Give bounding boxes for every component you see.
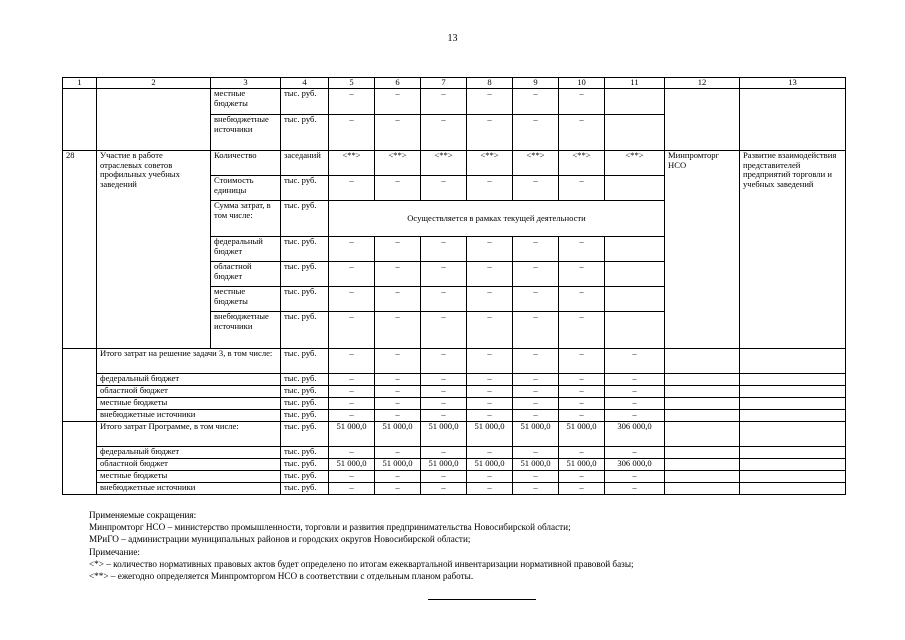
dash-cell: –	[375, 287, 421, 312]
value-cell: 51 000,0	[559, 422, 605, 447]
dash-cell: –	[421, 483, 467, 495]
empty-cell	[665, 386, 740, 398]
executor-cell: Минпромторг НСО	[665, 151, 740, 349]
note-line: Примечание:	[89, 546, 140, 557]
dash-cell: –	[513, 386, 559, 398]
dash-cell: –	[467, 398, 513, 410]
merged-note: Осуществляется в рамках текущей деятельности	[329, 201, 665, 237]
dash-cell: –	[375, 262, 421, 287]
empty-cell	[665, 410, 740, 422]
source-label: внебюджетные источники	[211, 115, 281, 151]
table-row	[63, 78, 846, 89]
empty-cell	[740, 374, 846, 386]
empty-cell	[740, 483, 846, 495]
dash-cell: –	[467, 115, 513, 151]
total-label: Итого затрат на решение задачи 3, в том числе:	[97, 349, 281, 374]
dash-cell: –	[375, 89, 421, 115]
value-cell: 51 000,0	[375, 422, 421, 447]
dash-cell: –	[605, 483, 665, 495]
header-cell: 12	[665, 78, 740, 89]
unit-cell: тыс. руб.	[281, 312, 329, 349]
dash-cell: –	[421, 176, 467, 201]
value-cell: <**>	[421, 151, 467, 176]
empty-cell	[740, 398, 846, 410]
source-label: местные бюджеты	[97, 471, 281, 483]
empty-cell	[63, 89, 97, 151]
dash-cell: –	[421, 262, 467, 287]
dash-cell: –	[421, 374, 467, 386]
empty-cell	[740, 471, 846, 483]
table-row	[63, 386, 846, 398]
header-cell: 13	[740, 78, 846, 89]
dash-cell: –	[467, 89, 513, 115]
dash-cell: –	[467, 312, 513, 349]
dash-cell: –	[375, 374, 421, 386]
value-cell: 306 000,0	[605, 422, 665, 447]
dash-cell: –	[329, 398, 375, 410]
item-name: Участие в работе отраслевых советов профильных учебных заведений	[97, 151, 211, 349]
dash-cell: –	[329, 89, 375, 115]
source-label: местные бюджеты	[211, 287, 281, 312]
unit-cell: заседаний	[281, 151, 329, 176]
unit-cell: тыс. руб.	[281, 410, 329, 422]
empty-cell	[740, 447, 846, 459]
dash-cell: –	[513, 483, 559, 495]
note-line: МРиГО – администрации муниципальных районов и городских округов Новосибирской области;	[89, 534, 471, 545]
note-line: <*> – количество нормативных правовых актов будет определено по итогам ежеквартальной инвентаризации нормативной правовой базы;	[89, 558, 634, 569]
source-label: областной бюджет	[97, 459, 281, 471]
unit-cell: тыс. руб.	[281, 262, 329, 287]
header-cell: 11	[605, 78, 665, 89]
empty-cell	[740, 386, 846, 398]
dash-cell: –	[421, 410, 467, 422]
value-cell: 51 000,0	[559, 459, 605, 471]
dash-cell: –	[375, 398, 421, 410]
header-cell: 5	[329, 78, 375, 89]
unit-cell: тыс. руб.	[281, 386, 329, 398]
dash-cell: –	[421, 398, 467, 410]
dash-cell: –	[467, 374, 513, 386]
dash-cell: –	[559, 471, 605, 483]
value-cell: <**>	[559, 151, 605, 176]
table-row	[63, 422, 846, 447]
dash-cell: –	[513, 471, 559, 483]
dash-cell: –	[605, 410, 665, 422]
dash-cell: –	[329, 471, 375, 483]
dash-cell: –	[605, 374, 665, 386]
header-cell: 4	[281, 78, 329, 89]
dash-cell: –	[467, 447, 513, 459]
dash-cell: –	[375, 471, 421, 483]
empty-cell	[665, 471, 740, 483]
dash-cell: –	[559, 483, 605, 495]
source-label: местные бюджеты	[211, 89, 281, 115]
total-label: Итого затрат Программе, в том числе:	[97, 422, 281, 447]
table-row	[63, 398, 846, 410]
empty-cell	[605, 115, 665, 151]
dash-cell: –	[421, 115, 467, 151]
table-row	[63, 410, 846, 422]
dash-cell: –	[421, 287, 467, 312]
dash-cell: –	[421, 312, 467, 349]
empty-cell	[665, 483, 740, 495]
value-cell: 51 000,0	[375, 459, 421, 471]
unit-cell: тыс. руб.	[281, 398, 329, 410]
dash-cell: –	[329, 386, 375, 398]
dash-cell: –	[467, 410, 513, 422]
empty-cell	[63, 349, 97, 422]
empty-cell	[605, 312, 665, 349]
dash-cell: –	[329, 410, 375, 422]
empty-cell	[97, 89, 211, 151]
dash-cell: –	[513, 447, 559, 459]
dash-cell: –	[421, 89, 467, 115]
note-line: Минпромторг НСО – министерство промышленности, торговли и развития предпринимательства Новосибирской области;	[89, 522, 571, 533]
dash-cell: –	[421, 237, 467, 262]
dash-cell: –	[559, 374, 605, 386]
source-label: Стоимость единицы	[211, 176, 281, 201]
table-row	[63, 374, 846, 386]
source-label: Сумма затрат, в том числе:	[211, 201, 281, 237]
dash-cell: –	[559, 176, 605, 201]
source-label: местные бюджеты	[97, 398, 281, 410]
dash-cell: –	[329, 115, 375, 151]
value-cell: <**>	[513, 151, 559, 176]
empty-cell	[740, 422, 846, 447]
dash-cell: –	[375, 483, 421, 495]
table-row	[63, 151, 846, 176]
source-label: Количество	[211, 151, 281, 176]
dash-cell: –	[513, 374, 559, 386]
value-cell: <**>	[329, 151, 375, 176]
dash-cell: –	[329, 312, 375, 349]
dash-cell: –	[513, 287, 559, 312]
empty-cell	[665, 422, 740, 447]
value-cell: <**>	[605, 151, 665, 176]
empty-cell	[605, 237, 665, 262]
dash-cell: –	[513, 89, 559, 115]
table-row	[63, 447, 846, 459]
dash-cell: –	[559, 386, 605, 398]
dash-cell: –	[329, 483, 375, 495]
source-label: внебюджетные источники	[97, 410, 281, 422]
dash-cell: –	[329, 262, 375, 287]
header-cell: 10	[559, 78, 605, 89]
dash-cell: –	[421, 386, 467, 398]
value-cell: 51 000,0	[513, 459, 559, 471]
source-label: федеральный бюджет	[97, 447, 281, 459]
table-row	[63, 349, 846, 374]
dash-cell: –	[375, 386, 421, 398]
page-number: 13	[447, 33, 458, 44]
header-cell: 8	[467, 78, 513, 89]
empty-cell	[665, 459, 740, 471]
empty-cell	[740, 349, 846, 374]
table-row	[63, 483, 846, 495]
dash-cell: –	[329, 349, 375, 374]
unit-cell: тыс. руб.	[281, 115, 329, 151]
end-rule	[428, 599, 536, 600]
source-label: внебюджетные источники	[211, 312, 281, 349]
unit-cell: тыс. руб.	[281, 287, 329, 312]
header-cell: 7	[421, 78, 467, 89]
header-cell: 9	[513, 78, 559, 89]
unit-cell: тыс. руб.	[281, 201, 329, 237]
unit-cell: тыс. руб.	[281, 89, 329, 115]
program-table	[62, 77, 846, 495]
unit-cell: тыс. руб.	[281, 349, 329, 374]
source-label: федеральный бюджет	[211, 237, 281, 262]
value-cell: <**>	[375, 151, 421, 176]
header-cell: 1	[63, 78, 97, 89]
table-row	[63, 471, 846, 483]
note-line: Применяемые сокращения:	[89, 510, 197, 520]
dash-cell: –	[559, 287, 605, 312]
value-cell: 51 000,0	[329, 459, 375, 471]
dash-cell: –	[605, 349, 665, 374]
value-cell: 51 000,0	[421, 459, 467, 471]
value-cell: 51 000,0	[329, 422, 375, 447]
unit-cell: тыс. руб.	[281, 422, 329, 447]
dash-cell: –	[421, 447, 467, 459]
source-label: внебюджетные источники	[97, 483, 281, 495]
table-row	[63, 459, 846, 471]
value-cell: 51 000,0	[467, 422, 513, 447]
unit-cell: тыс. руб.	[281, 374, 329, 386]
dash-cell: –	[559, 312, 605, 349]
dash-cell: –	[605, 471, 665, 483]
dash-cell: –	[559, 89, 605, 115]
dash-cell: –	[375, 237, 421, 262]
dash-cell: –	[375, 349, 421, 374]
note-line: <**> – ежегодно определяется Минпромторгом НСО в соответствии с отдельным планом работы.	[89, 571, 474, 582]
header-cell: 3	[211, 78, 281, 89]
result-cell: Развитие взаимодействия представителей предприятий торговли и учебных заведений	[740, 151, 846, 349]
dash-cell: –	[513, 398, 559, 410]
empty-cell	[605, 176, 665, 201]
dash-cell: –	[467, 349, 513, 374]
value-cell: 306 000,0	[605, 459, 665, 471]
unit-cell: тыс. руб.	[281, 471, 329, 483]
dash-cell: –	[559, 398, 605, 410]
table-row	[63, 89, 846, 115]
dash-cell: –	[467, 176, 513, 201]
value-cell: 51 000,0	[421, 422, 467, 447]
dash-cell: –	[605, 447, 665, 459]
empty-cell	[605, 262, 665, 287]
unit-cell: тыс. руб.	[281, 237, 329, 262]
dash-cell: –	[329, 287, 375, 312]
dash-cell: –	[467, 483, 513, 495]
empty-cell	[665, 349, 740, 374]
dash-cell: –	[375, 410, 421, 422]
empty-cell	[740, 89, 846, 151]
dash-cell: –	[513, 115, 559, 151]
source-label: областной бюджет	[211, 262, 281, 287]
unit-cell: тыс. руб.	[281, 447, 329, 459]
empty-cell	[605, 287, 665, 312]
value-cell: 51 000,0	[467, 459, 513, 471]
dash-cell: –	[421, 471, 467, 483]
source-label: федеральный бюджет	[97, 374, 281, 386]
empty-cell	[605, 89, 665, 115]
dash-cell: –	[421, 349, 467, 374]
dash-cell: –	[605, 386, 665, 398]
source-label: областной бюджет	[97, 386, 281, 398]
dash-cell: –	[605, 398, 665, 410]
dash-cell: –	[467, 237, 513, 262]
dash-cell: –	[559, 447, 605, 459]
empty-cell	[665, 398, 740, 410]
dash-cell: –	[559, 262, 605, 287]
dash-cell: –	[467, 471, 513, 483]
dash-cell: –	[513, 349, 559, 374]
dash-cell: –	[559, 115, 605, 151]
dash-cell: –	[329, 374, 375, 386]
unit-cell: тыс. руб.	[281, 483, 329, 495]
value-cell: 51 000,0	[513, 422, 559, 447]
dash-cell: –	[329, 176, 375, 201]
unit-cell: тыс. руб.	[281, 176, 329, 201]
dash-cell: –	[559, 237, 605, 262]
dash-cell: –	[375, 176, 421, 201]
item-number: 28	[63, 151, 97, 349]
dash-cell: –	[467, 262, 513, 287]
dash-cell: –	[375, 312, 421, 349]
empty-cell	[63, 422, 97, 495]
notes-block	[89, 509, 634, 582]
header-cell: 2	[97, 78, 211, 89]
dash-cell: –	[467, 386, 513, 398]
dash-cell: –	[559, 349, 605, 374]
unit-cell: тыс. руб.	[281, 459, 329, 471]
empty-cell	[740, 410, 846, 422]
empty-cell	[665, 89, 740, 151]
dash-cell: –	[467, 287, 513, 312]
dash-cell: –	[513, 262, 559, 287]
dash-cell: –	[329, 447, 375, 459]
dash-cell: –	[513, 410, 559, 422]
value-cell: <**>	[467, 151, 513, 176]
header-cell: 6	[375, 78, 421, 89]
dash-cell: –	[375, 447, 421, 459]
dash-cell: –	[513, 176, 559, 201]
dash-cell: –	[375, 115, 421, 151]
empty-cell	[665, 374, 740, 386]
dash-cell: –	[559, 410, 605, 422]
dash-cell: –	[513, 312, 559, 349]
empty-cell	[665, 447, 740, 459]
dash-cell: –	[513, 237, 559, 262]
dash-cell: –	[329, 237, 375, 262]
empty-cell	[740, 459, 846, 471]
